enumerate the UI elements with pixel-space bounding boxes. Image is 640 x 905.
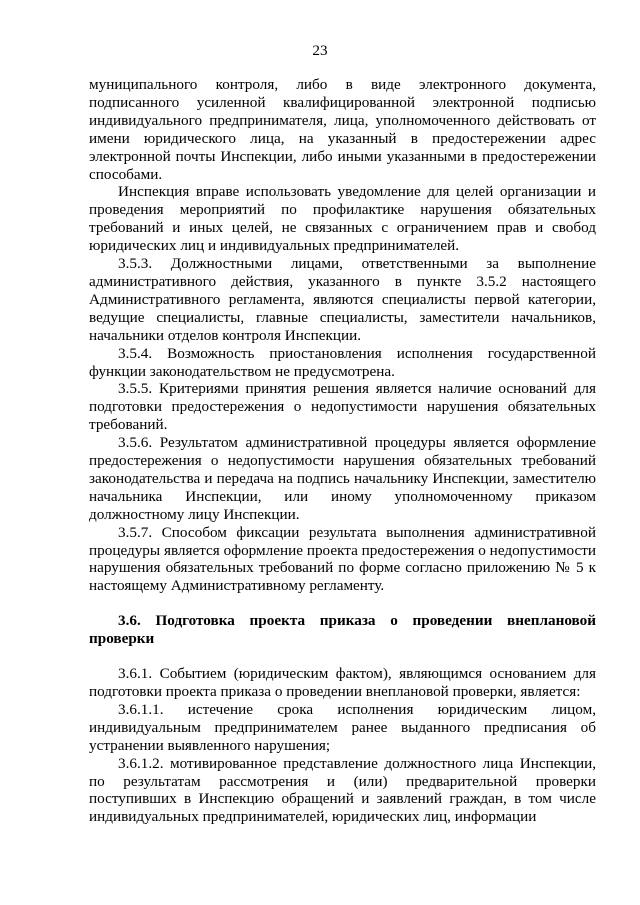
paragraph-3-5-4: 3.5.4. Возможность приостановления исполнения государственной функции законодательством не предусмотрена. [89,344,596,380]
paragraph-notification-use: Инспекция вправе использовать уведомление для целей организации и проведения мероприятий по профилактике нарушения обязательных требований и иных целей, не связанных с ограничением прав и свобод юридических лиц и индивидуальных предпринимателей. [89,183,596,255]
paragraph-3-5-3: 3.5.3. Должностными лицами, ответственными за выполнение административного действия, указанного в пункте 3.5.2 настоящего Административного регламента, являются специалисты первой категории, ведущие специалисты, главные специалисты, заместители начальников, начальники отделов контроля Инспекции. [89,255,596,344]
paragraph-3-6-1-1: 3.6.1.1. истечение срока исполнения юридическим лицом, индивидуальным предпринимателем ранее выданного предписания об устранении выявленного нарушения; [89,700,596,754]
paragraph-3-6-1: 3.6.1. Событием (юридическим фактом), являющимся основанием для подготовки проекта приказа о проведении внеплановой проверки, является: [89,665,596,700]
paragraph-3-5-7: 3.5.7. Способом фиксации результата выполнения административной процедуры является оформление проекта предостережения о недопустимости нарушения обязательных требований по форме согласно приложению № 5 к настоящему Административному регламенту. [89,523,596,595]
page-body [89,76,596,826]
paragraph-3-6-1-2: 3.6.1.2. мотивированное представление должностного лица Инспекции, по результатам рассмотрения и (или) предварительной проверки поступивших в Инспекцию обращений и заявлений граждан, в том числе индивидуальных предпринимателей, юридических лиц, информации [89,754,596,826]
paragraph-3-5-6: 3.5.6. Результатом административной процедуры является оформление предостережения о недопустимости нарушения обязательных требований законодательства и передача на подпись начальнику Инспекции, заместителю начальника Инспекции, или иному уполномоченному приказом должностному лицу Инспекции. [89,434,596,523]
paragraph-continuation: муниципального контроля, либо в виде электронного документа, подписанного усиленной квалифицированной электронной подписью индивидуального предпринимателя, лица, уполномоченного действовать от имени юридического лица, на указанный в предостережении адрес электронной почты Инспекции, либо иными указанными в предостережении способами. [89,76,596,183]
page-number: 23 [312,42,328,59]
paragraph-3-5-5: 3.5.5. Критериями принятия решения является наличие оснований для подготовки предостережения о недопустимости нарушения обязательных требований. [89,380,596,434]
section-heading-3-6: 3.6. Подготовка проекта приказа о проведении внеплановой проверки [89,612,596,648]
